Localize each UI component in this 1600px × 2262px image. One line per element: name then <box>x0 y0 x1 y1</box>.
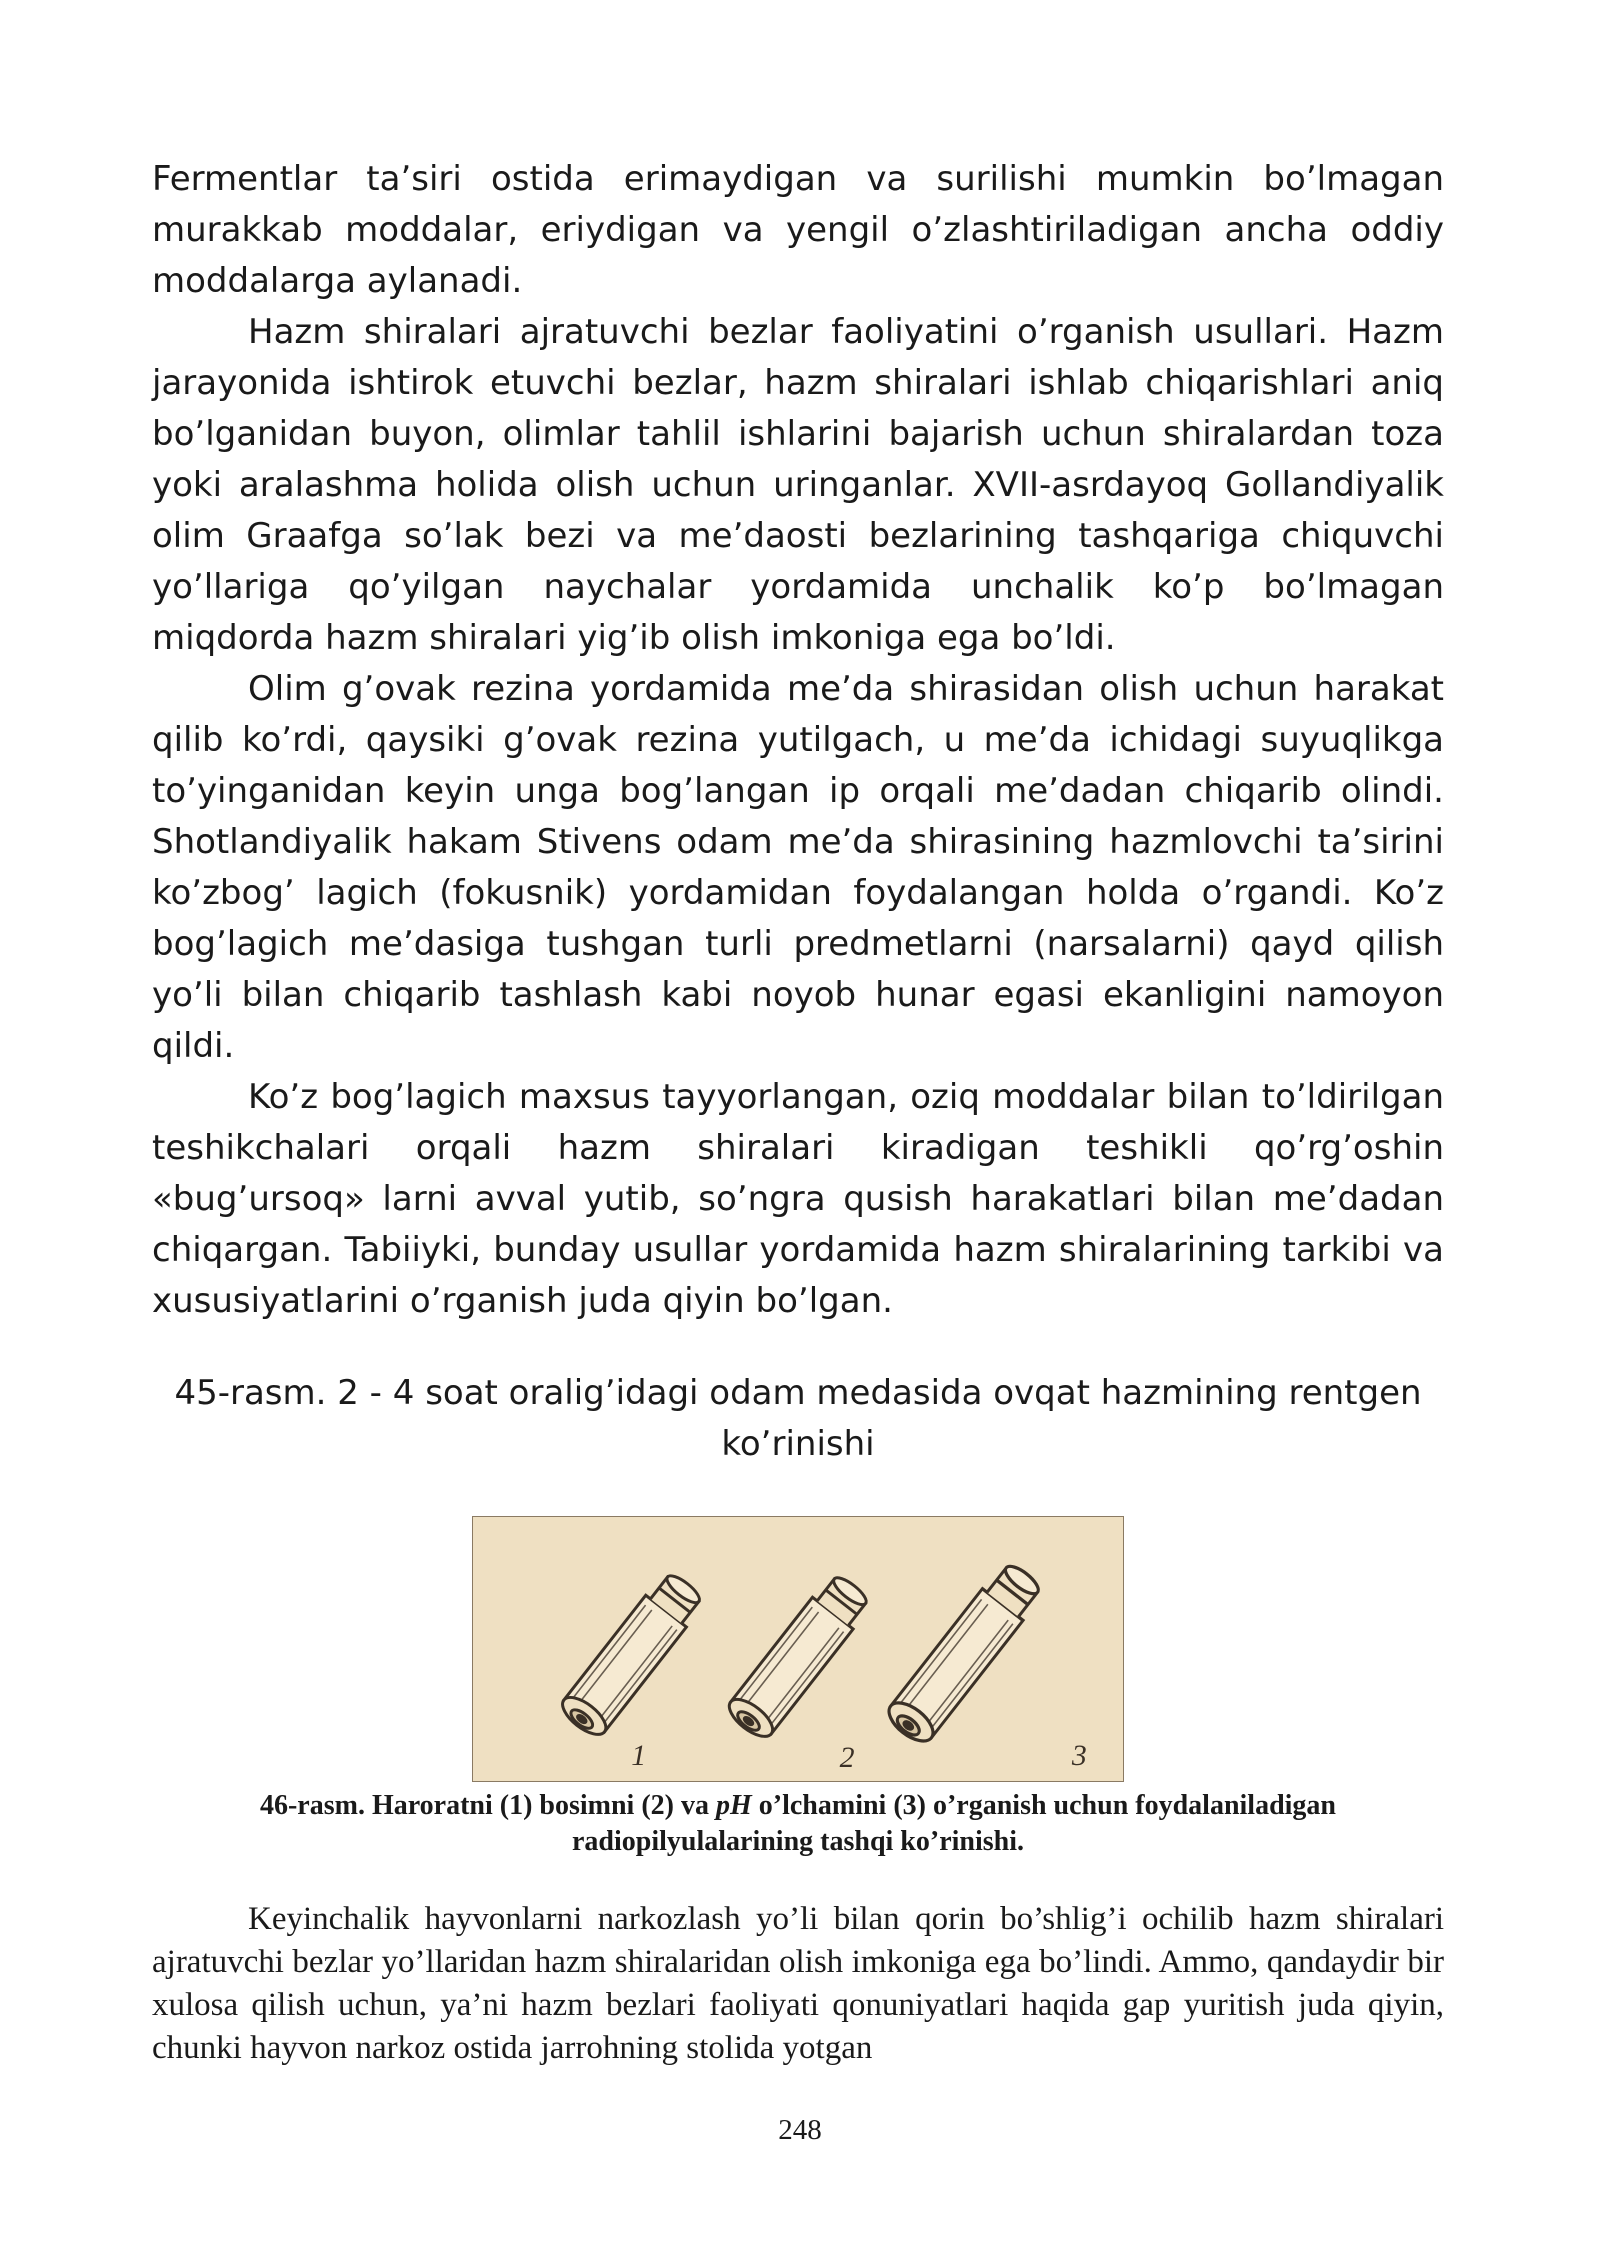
radiopill-2 <box>723 1570 874 1743</box>
figure-label-1: 1 <box>631 1739 647 1773</box>
paragraph-4: Ko’z bog’lagich maxsus tayyorlangan, oziq moddalar bilan to’ldirilgan teshikchalari orqali hazm shiralari kiradigan teshikli qo’rg’oshin «bug’ursoq» larni avval yutib, so’ngra qusish harakatlari bilan me’dadan chiqargan. Tabiiyki, bunday usullar yordamida hazm shiralarining tarkibi va xususiyatlarini o’rganish juda qiyin bo’lgan. <box>152 1077 1444 1321</box>
figure-label-2: 2 <box>839 1741 855 1775</box>
caption46-ph: pH <box>715 1790 752 1821</box>
caption46-before: 46-rasm. Haroratni (1) bosimni (2) va <box>259 1790 716 1821</box>
figure-45-caption: 45-rasm. 2 - 4 soat oralig’idagi odam medasida ovqat hazmining rentgen ko’rinishi <box>174 1373 1422 1464</box>
paragraph-1: Fermentlar ta’siri ostida erimaydigan va surilishi mumkin bo’lmagan murakkab moddalar, eriydigan va yengil o’zlashtiriladigan ancha oddiy moddalarga aylanadi. <box>152 159 1444 301</box>
caption46-after: o’lchamini (3) o’rganish uchun foydalaniladigan radiopilyulalarining tashqi ko’rinishi. <box>571 1790 1336 1857</box>
radiopill-figure <box>472 1516 1124 1782</box>
figure-46-caption <box>152 1788 1444 1860</box>
main-text <box>152 154 1444 1327</box>
serif-paragraph: Keyinchalik hayvonlarni narkozlash yo’li bilan qorin bo’shlig’i ochilib hazm shiralari ajratuvchi bezlar yo’llaridan hazm shiralaridan olish imkoniga ega bo’lindi. Ammo, qandaydir bir xulosa qilish uchun, ya’ni hazm bezlari faoliyati qonuniyatlari haqida gap yuritish juda qiyin, chunki hayvon narkoz ostida jarrohning stolida yotgan <box>152 1901 1444 2066</box>
paragraph-2: Hazm shiralari ajratuvchi bezlar faoliyatini o’rganish usullari. Hazm jarayonida ishtirok etuvchi bezlar, hazm shiralari ishlab chiqarishlari aniq bo’lganidan buyon, olimlar tahlil ishlarini bajarish uchun shiralardan toza yoki aralashma holida olish uchun uringanlar. XVII-asrdayoq Gollandiyalik olim Graafga so’lak bezi va me’daosti bezlarining tashqariga chiquvchi yo’llariga qo’yilgan naychalar yordamida unchalik ko’p bo’lmagan miqdorda hazm shiralari yig’ib olish imkoniga ega bo’ldi. <box>152 312 1444 658</box>
paragraph-3: Olim g’ovak rezina yordamida me’da shirasidan olish uchun harakat qilib ko’rdi, qaysiki g’ovak rezina yutilgach, u me’da ichidagi suyuqlikga to’yinganidan keyin unga bog’langan ip orqali me’dadan chiqarib olindi. Shotlandiyalik hakam Stivens odam me’da shirasining hazmlovchi ta’sirini ko’zbog’ lagich (fokusnik) yordamidan foydalangan holda o’rgandi. Ko’z bog’lagich me’dasiga tushgan turli predmetlarni (narsalarni) qayd qilish yo’li bilan chiqarib tashlash kabi noyob hunar egasi ekanligini namoyon qildi. <box>152 669 1444 1066</box>
figure-label-3: 3 <box>1071 1739 1087 1773</box>
radiopill-illustration <box>473 1517 1123 1781</box>
radiopill-3 <box>882 1558 1047 1748</box>
radiopill-1 <box>557 1568 708 1741</box>
page-number: 248 <box>778 2114 822 2146</box>
